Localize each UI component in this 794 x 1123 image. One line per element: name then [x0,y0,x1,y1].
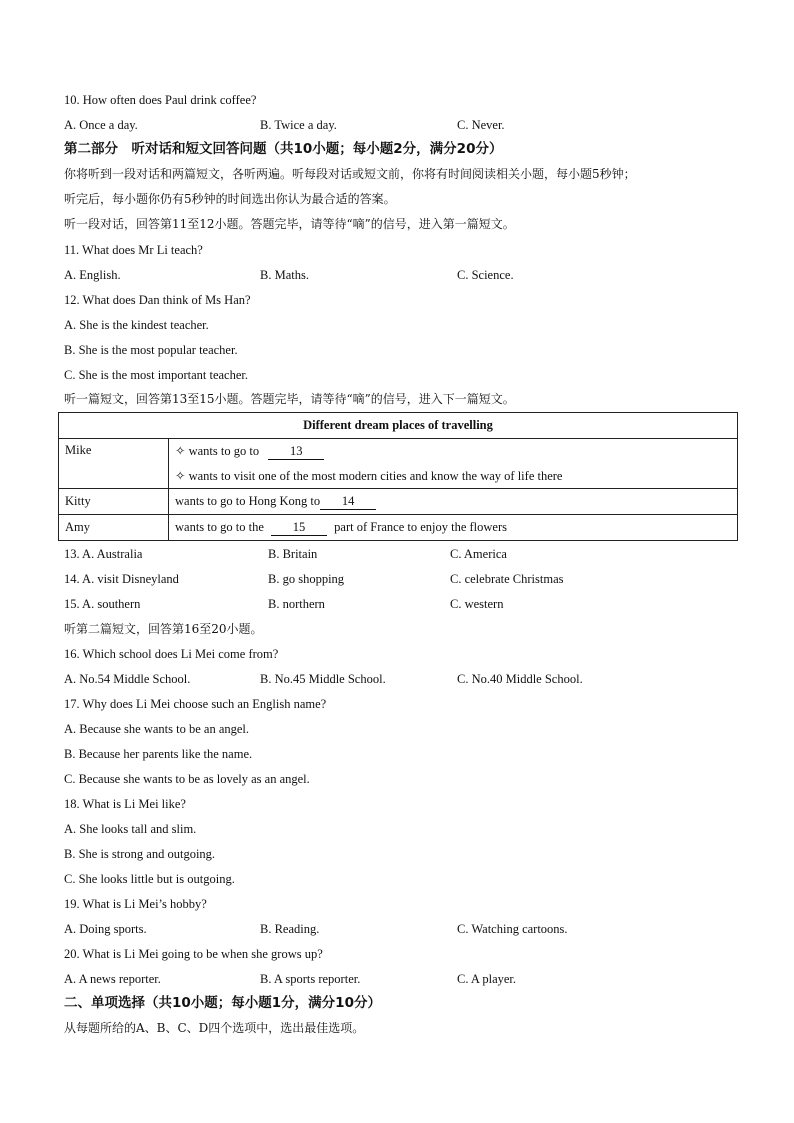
q15-option-c: C. western [450,597,504,611]
q20-option-b: B. A sports reporter. [260,972,361,986]
blank-13: 13 [268,444,324,460]
part2-title: 第二部分 听对话和短文回答问题（共10小题；每小题2分，满分20分） [64,141,503,157]
dialog-note: 听一段对话，回答第11至12小题。答题完毕，请等待“嘀”的信号，进入第一篇短文。 [64,217,515,231]
blank-15: 15 [271,520,327,536]
q15-option-b: B. northern [268,597,325,611]
q14-option-b: B. go shopping [268,572,345,586]
row-mike-name: Mike [59,439,169,489]
q12-option-c: C. She is the most important teacher. [64,368,248,382]
q13-option-c: C. America [450,547,507,561]
table-title: Different dream places of travelling [59,413,738,439]
q20-option-c: C. A player. [457,972,517,986]
passage2-note: 听第二篇短文，回答第16至20小题。 [64,622,263,636]
q11-option-a: A. English. [64,268,121,282]
question-18-stem: 18. What is Li Mei like? [64,797,186,811]
q10-option-b: B. Twice a day. [260,118,337,132]
q20-option-a: A. A news reporter. [64,972,161,986]
q14-option-a: 14. A. visit Disneyland [64,572,179,586]
q10-option-c: C. Never. [457,118,505,132]
row-mike-line2: ✧ wants to visit one of the most modern cities and know the way of life there [169,464,738,489]
section2-intro: 从每题所给的A、B、C、D四个选项中，选出最佳选项。 [64,1021,365,1035]
q16-option-a: A. No.54 Middle School. [64,672,191,686]
q11-option-c: C. Science. [457,268,514,282]
question-17-stem: 17. Why does Li Mei choose such an English name? [64,697,327,711]
q17-option-c: C. Because she wants to be as lovely as an angel. [64,772,310,786]
q19-option-b: B. Reading. [260,922,320,936]
question-16-stem: 16. Which school does Li Mei come from? [64,647,279,661]
q16-option-c: C. No.40 Middle School. [457,672,583,686]
passage1-note: 听一篇短文，回答第13至15小题。答题完毕，请等待“嘀”的信号，进入下一篇短文。 [64,392,515,406]
q18-option-a: A. She looks tall and slim. [64,822,197,836]
q12-option-a: A. She is the kindest teacher. [64,318,209,332]
q14-option-c: C. celebrate Christmas [450,572,564,586]
q15-option-a: 15. A. southern [64,597,141,611]
q16-option-b: B. No.45 Middle School. [260,672,386,686]
part2-intro-2: 听完后，每小题你仍有5秒钟的时间选出你认为最合适的答案。 [64,192,396,206]
q18-option-b: B. She is strong and outgoing. [64,847,216,861]
question-10-stem: 10. How often does Paul drink coffee? [64,93,257,107]
blank-14: 14 [320,494,376,510]
kitty-text: wants to go to Hong Kong to [175,493,321,508]
question-12-stem: 12. What does Dan think of Ms Han? [64,293,251,307]
section2-title: 二、单项选择（共10小题；每小题1分，满分10分） [64,995,381,1011]
question-11-stem: 11. What does Mr Li teach? [64,243,203,257]
row-kitty-name: Kitty [59,489,169,515]
q13-option-b: B. Britain [268,547,318,561]
amy-text-prefix: wants to go to the [175,519,264,534]
q11-option-b: B. Maths. [260,268,309,282]
question-19-stem: 19. What is Li Mei’s hobby? [64,897,207,911]
q18-option-c: C. She looks little but is outgoing. [64,872,235,886]
q17-option-a: A. Because she wants to be an angel. [64,722,250,736]
row-mike-line1 [169,439,738,464]
q12-option-b: B. She is the most popular teacher. [64,343,238,357]
amy-text-suffix: part of France to enjoy the flowers [334,519,507,534]
mike-line1-text: ✧ wants to go to [175,443,260,458]
part2-intro-1: 你将听到一段对话和两篇短文，各听两遍。听每段对话或短文前，你将有时间阅读相关小题，每小题5秒钟； [64,167,636,181]
row-amy-desc [169,515,738,541]
row-amy-name: Amy [59,515,169,541]
question-20-stem: 20. What is Li Mei going to be when she grows up? [64,947,323,961]
q17-option-b: B. Because her parents like the name. [64,747,253,761]
q10-option-a: A. Once a day. [64,118,138,132]
q19-option-c: C. Watching cartoons. [457,922,568,936]
dream-places-table [58,412,738,541]
q19-option-a: A. Doing sports. [64,922,147,936]
q13-option-a: 13. A. Australia [64,547,143,561]
row-kitty-desc [169,489,738,515]
